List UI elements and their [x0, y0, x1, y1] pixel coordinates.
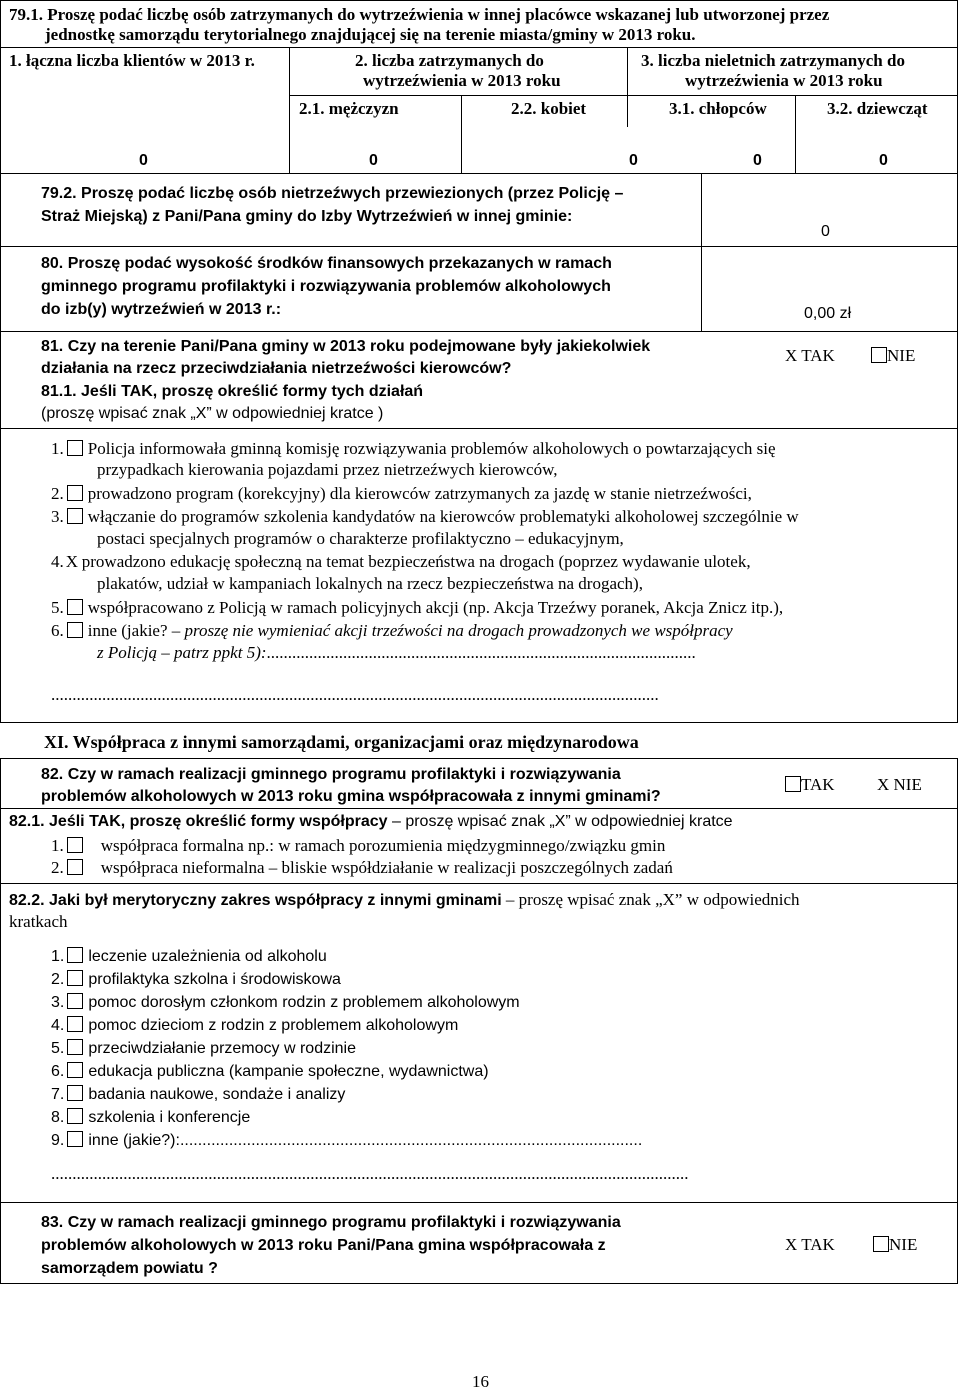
q81-option-6-checkbox[interactable] [67, 622, 83, 638]
q83-yes-option[interactable] [785, 1235, 835, 1255]
q81-option-6-cont[interactable]: z Policją – patrz ppkt 5):..................................................................................................... [97, 643, 696, 662]
q82-no-label: NIE [893, 775, 922, 794]
q79-1-text-line2: jednostkę samorządu terytorialnego znajdującej się na terenie miasta/gminy w 2013 roku. [45, 25, 696, 44]
q82-2-scope-1[interactable]: 1. leczenie uzależnienia od alkoholu [51, 948, 327, 965]
q81-option-3[interactable]: 3. włączanie do programów szkolenia kandydatów na kierowców problematyki alkoholowej szczególnie w [51, 507, 799, 526]
q82-1-form-2[interactable]: 2. współpraca nieformalna – bliskie współdziałanie w realizacji poszczególnych zadań [51, 858, 673, 877]
q82-1-form-1-checkbox[interactable] [67, 837, 83, 853]
q83-line3: samorządem powiatu ? [41, 1260, 218, 1277]
q81-no-option[interactable] [871, 346, 915, 366]
q82-2-scope-2-checkbox[interactable] [67, 970, 83, 986]
col-minors-line2: wytrzeźwienia w 2013 roku [685, 71, 883, 90]
q82-line2: problemów alkoholowych w 2013 roku gmina współpracowała z innymi gminami? [41, 788, 661, 805]
q81-option-4-cont: plakatów, udział w kampaniach lokalnych na rzecz bezpieczeństwa na drogach), [97, 574, 643, 593]
q83-yes-label: TAK [801, 1235, 835, 1254]
q82-2-scope-1-checkbox[interactable] [67, 947, 83, 963]
col-men: 2.1. mężczyzn [299, 99, 399, 118]
col-girls: 3.2. dziewcząt [827, 99, 928, 118]
q79-1-text-line1: 79.1. Proszę podać liczbę osób zatrzymanych do wytrzeźwienia w innej placówce wskazanej lub utworzonej przez [9, 5, 830, 24]
value-women: 0 [629, 152, 638, 169]
q82-2-scope-6-checkbox[interactable] [67, 1062, 83, 1078]
q83-line2: problemów alkoholowych w 2013 roku Pani/Pana gmina współpracowała z [41, 1237, 606, 1254]
col-women: 2.2. kobiet [511, 99, 587, 118]
q82-2-scope-3-checkbox[interactable] [67, 993, 83, 1009]
q79-2-answer[interactable]: 0 [821, 223, 830, 240]
q80-answer[interactable]: 0,00 zł [804, 305, 852, 322]
q81-option-1-cont: przypadkach kierowania pojazdami przez nietrzeźwych kierowców, [97, 460, 558, 479]
q82-2-scope-8-checkbox[interactable] [67, 1108, 83, 1124]
q83-no-option[interactable] [873, 1235, 917, 1255]
page-number: 16 [472, 1372, 489, 1391]
value-girls: 0 [879, 152, 888, 169]
q82-no-mark: X [877, 775, 890, 794]
q79-2-to-81-box [0, 173, 958, 723]
q83-no-checkbox[interactable] [873, 1236, 889, 1252]
q82-2-scope-4[interactable]: 4. pomoc dzieciom z rodzin z problemem alkoholowym [51, 1017, 459, 1034]
q82-2-scope-9[interactable]: 9. inne (jakie?):........................................................................................................ [51, 1132, 643, 1149]
q83-box [0, 1202, 958, 1284]
q82-2-scope-8[interactable]: 8. szkolenia i konferencje [51, 1109, 251, 1126]
value-men: 0 [369, 152, 378, 169]
q83-yes-mark: X [785, 1235, 798, 1254]
q82-2-scope-5-checkbox[interactable] [67, 1039, 83, 1055]
q82-2-scope-6[interactable]: 6. edukacja publiczna (kampanie społeczne, wydawnictwa) [51, 1063, 489, 1080]
q79-2-line1: 79.2. Proszę podać liczbę osób nietrzeźwych przewiezionych (przez Policję – [41, 185, 624, 202]
value-total-clients: 0 [139, 152, 148, 169]
q82-yes-checkbox[interactable] [785, 776, 801, 792]
q83-line1: 83. Czy w ramach realizacji gminnego programu profilaktyki i rozwiązywania [41, 1214, 621, 1231]
q82-no-option[interactable] [877, 775, 922, 795]
q81-yes-mark: X [785, 346, 798, 365]
q81-option-2-checkbox[interactable] [67, 485, 83, 501]
q81-no-checkbox[interactable] [871, 347, 887, 363]
q82-1-form-1[interactable]: 1. współpraca formalna np.: w ramach porozumienia międzygminnego/związku gmin [51, 836, 666, 855]
q81-option-6[interactable]: 6. inne (jakie? – proszę nie wymieniać akcji trzeźwości na drogach prowadzonych we współpracy [51, 621, 733, 640]
q82-2-scope-4-checkbox[interactable] [67, 1016, 83, 1032]
q79-1-box [0, 0, 958, 174]
q82-box [0, 758, 958, 1203]
q82-2-scope-2[interactable]: 2. profilaktyka szkolna i środowiskowa [51, 971, 341, 988]
q82-2-scope-7-checkbox[interactable] [67, 1085, 83, 1101]
q81-dots-line[interactable]: ............................................................................................................................................... [51, 685, 659, 704]
col-minors-line1: 3. liczba nieletnich zatrzymanych do [641, 51, 905, 70]
q81-option-1[interactable]: 1. Policja informowała gminną komisję rozwiązywania problemów alkoholowych o powtarzających się [51, 439, 776, 458]
col-boys: 3.1. chłopców [669, 99, 767, 118]
q82-2-scope-5[interactable]: 5. przeciwdziałanie przemocy w rodzinie [51, 1040, 357, 1057]
q81-1-line2: (proszę wpisać znak „X” w odpowiedniej kratce ) [41, 405, 384, 422]
q81-option-2[interactable]: 2. prowadzono program (korekcyjny) dla kierowców zatrzymanych za jazdę w stanie nietrzeźwości, [51, 484, 752, 503]
q81-1-line1: 81.1. Jeśli TAK, proszę określić formy tych działań [41, 383, 424, 400]
q81-option-5[interactable]: 5. współpracowano z Policją w ramach policyjnych akcji (np. Akcja Trzeźwy poranek, Akcja Znicz itp.), [51, 598, 784, 617]
q81-option-3-checkbox[interactable] [67, 508, 83, 524]
q82-2-header-cont: kratkach [9, 912, 68, 931]
q81-option-4-mark[interactable]: X [65, 552, 79, 571]
q82-1-header: 82.1. Jeśli TAK, proszę określić formy współpracy – proszę wpisać znak „X” w odpowiedniej kratce [9, 813, 733, 830]
q82-2-scope-3[interactable]: 3. pomoc dorosłym członkom rodzin z problemem alkoholowym [51, 994, 520, 1011]
q82-2-dots-line[interactable]: ...................................................................................................................................................... [51, 1164, 689, 1183]
q82-2-header: 82.2. Jaki był merytoryczny zakres współpracy z innymi gminami – proszę wpisać znak „X” w odpowiednich [9, 890, 800, 909]
q80-line2: gminnego programu profilaktyki i rozwiązywania problemów alkoholowych [41, 278, 611, 295]
q81-line2: działania na rzecz przeciwdziałania nietrzeźwości kierowców? [41, 360, 512, 377]
q83-no-label: NIE [889, 1235, 918, 1254]
q82-yes-label: TAK [801, 775, 835, 794]
q81-yes-label: TAK [801, 346, 835, 365]
q82-2-scope-7[interactable]: 7. badania naukowe, sondaże i analizy [51, 1086, 346, 1103]
section-xi-title: XI. Współpraca z innymi samorządami, organizacjami oraz międzynarodowa [44, 732, 639, 752]
value-boys: 0 [753, 152, 762, 169]
q80-line1: 80. Proszę podać wysokość środków finansowych przekazanych w ramach [41, 255, 612, 272]
q81-option-3-cont: postaci specjalnych programów o charakterze profilaktyczno – edukacyjnym, [97, 529, 624, 548]
q81-option-1-checkbox[interactable] [67, 440, 83, 456]
q82-1-form-2-checkbox[interactable] [67, 859, 83, 875]
q80-line3: do izb(y) wytrzeźwień w 2013 r.: [41, 301, 282, 318]
col-detained-line1: 2. liczba zatrzymanych do [355, 51, 544, 70]
q81-option-4[interactable]: 4. X prowadzono edukację społeczną na temat bezpieczeństwa na drogach (poprzez wydawanie ulotek, [51, 552, 751, 571]
q81-yes-option[interactable] [785, 346, 835, 366]
q82-line1: 82. Czy w ramach realizacji gminnego programu profilaktyki i rozwiązywania [41, 766, 621, 783]
q81-line1: 81. Czy na terenie Pani/Pana gminy w 2013 roku podejmowane były jakiekolwiek [41, 338, 651, 355]
q81-no-label: NIE [887, 346, 916, 365]
q81-option-5-checkbox[interactable] [67, 599, 83, 615]
q82-yes-option[interactable] [785, 775, 835, 795]
col-total-clients: 1. łączna liczba klientów w 2013 r. [9, 51, 255, 70]
q82-2-scope-9-checkbox[interactable] [67, 1131, 83, 1147]
q79-2-line2: Straż Miejską) z Pani/Pana gminy do Izby Wytrzeźwień w innej gminie: [41, 208, 573, 225]
col-detained-line2: wytrzeźwienia w 2013 roku [363, 71, 561, 90]
